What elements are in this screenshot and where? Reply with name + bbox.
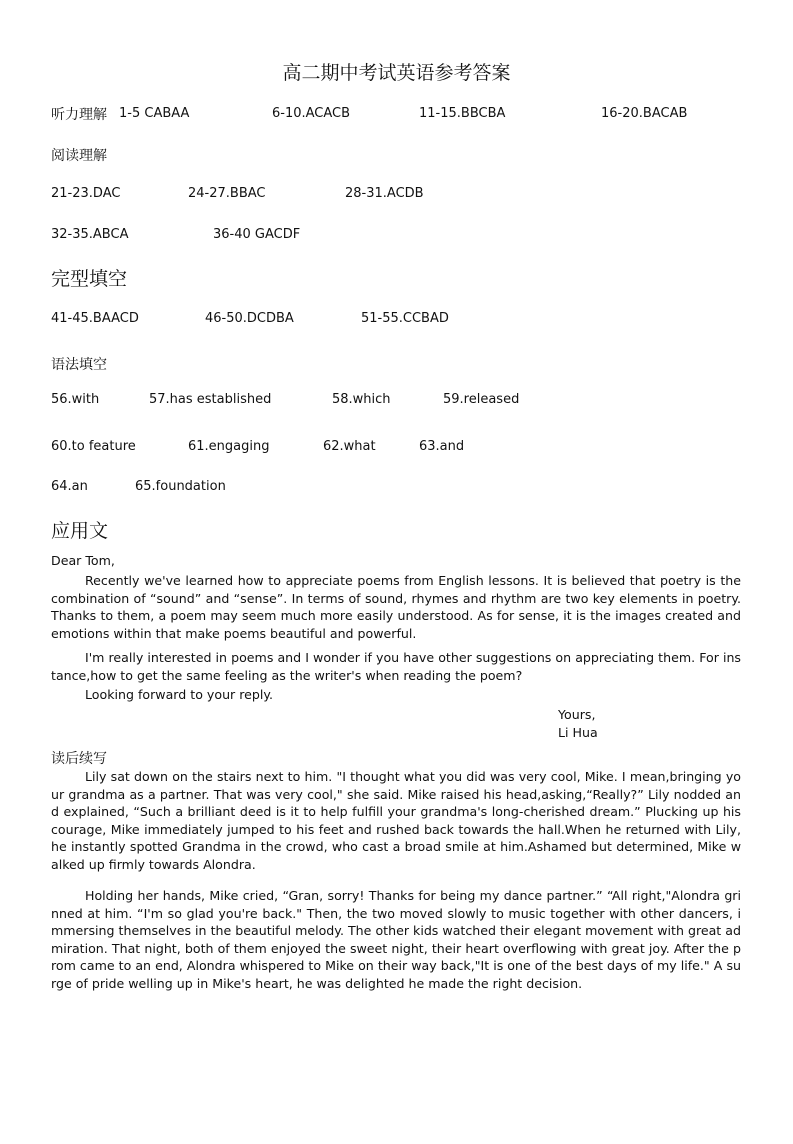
listening-answer-1-5: 1-5 CABAA — [119, 106, 190, 121]
grammar-answer-61: 61.engaging — [188, 439, 270, 454]
grammar-answer-63: 63.and — [419, 439, 465, 454]
continuation-label: 读后续写 — [51, 751, 107, 767]
cloze-answer-51-55: 51-55.CCBAD — [361, 311, 449, 326]
grammar-answer-60: 60.to feature — [51, 439, 136, 454]
practical-writing-label: 应用文 — [51, 520, 109, 542]
reading-answer-21-23: 21-23.DAC — [51, 186, 121, 201]
cloze-answer-46-50: 46-50.DCDBA — [205, 311, 294, 326]
cloze-label: 完型填空 — [51, 268, 128, 290]
page-title: 高二期中考试英语参考答案 — [282, 62, 511, 84]
reading-label: 阅读理解 — [51, 148, 107, 164]
reading-answer-32-35: 32-35.ABCA — [51, 227, 129, 242]
continuation-paragraph-2: Holding her hands, Mike cried, “Gran, sorry! Thanks for being my dance partner.” “All right,"Alondra grinned at him. “I'm so glad you're back." Then, the two moved slowly to music together with other dancers, immersing themselves in the beautiful melody. The other kids watched their elegant movement with great admiration. That night, both of them enjoyed the sweet night, their heart overflowing with great joy. After the prom came to an end, Alondra whispered to Mike on their way back,"It is one of the best days of my life." A surge of pride welling up in Mike's heart, he was delighted he made the right decision. — [51, 888, 741, 991]
cloze-answer-41-45: 41-45.BAACD — [51, 311, 139, 326]
grammar-answer-62: 62.what — [323, 439, 376, 454]
grammar-answer-56: 56.with — [51, 392, 100, 407]
letter-paragraph-1: Recently we've learned how to appreciate poems from English lessons. It is believed that poetry is the combination of “sound” and “sense”. In terms of sound, rhymes and rhythm are two key elements in poetry. Thanks to them, a poem may seem much more easily understood. As for sense, it is the images created and emotions within that make poems beautiful and powerful. — [51, 573, 741, 641]
grammar-answer-57: 57.has established — [149, 392, 272, 407]
reading-answer-28-31: 28-31.ACDB — [345, 186, 424, 201]
listening-label: 听力理解 — [51, 107, 107, 123]
letter-salutation: Dear Tom, — [51, 553, 115, 568]
letter-paragraph-2: I'm really interested in poems and I wonder if you have other suggestions on appreciating them. For instance,how to get the same feeling as the writer's when reading the poem? — [51, 650, 741, 683]
grammar-answer-64: 64.an — [51, 479, 88, 494]
reading-answer-24-27: 24-27.BBAC — [188, 186, 266, 201]
letter-closing: Yours, — [558, 707, 596, 722]
listening-answer-6-10: 6-10.ACACB — [272, 106, 351, 121]
grammar-answer-59: 59.released — [443, 392, 520, 407]
listening-answer-16-20: 16-20.BACAB — [601, 106, 688, 121]
grammar-label: 语法填空 — [51, 357, 107, 373]
grammar-answer-58: 58.which — [332, 392, 391, 407]
grammar-answer-65: 65.foundation — [135, 479, 226, 494]
letter-signature: Li Hua — [558, 725, 598, 740]
reading-answer-36-40: 36-40 GACDF — [213, 227, 301, 242]
continuation-paragraph-1: Lily sat down on the stairs next to him. "I thought what you did was very cool, Mike. I mean,bringing your grandma as a partner. That was very cool," she said. Mike raised his head,asking,“Really?” Lily nodded and explained, “Such a brilliant deed is it to help fulfill your grandma's long-cherished dream.” Plucking up his courage, Mike immediately jumped to his feet and rushed back towards the hall.When he returned with Lily, he instantly spotted Grandma in the crowd, who cast a broad smile at him.Ashamed but determined, Mike walked up firmly towards Alondra. — [51, 769, 741, 872]
listening-answer-11-15: 11-15.BBCBA — [419, 106, 506, 121]
letter-paragraph-3: Looking forward to your reply. — [85, 687, 274, 702]
